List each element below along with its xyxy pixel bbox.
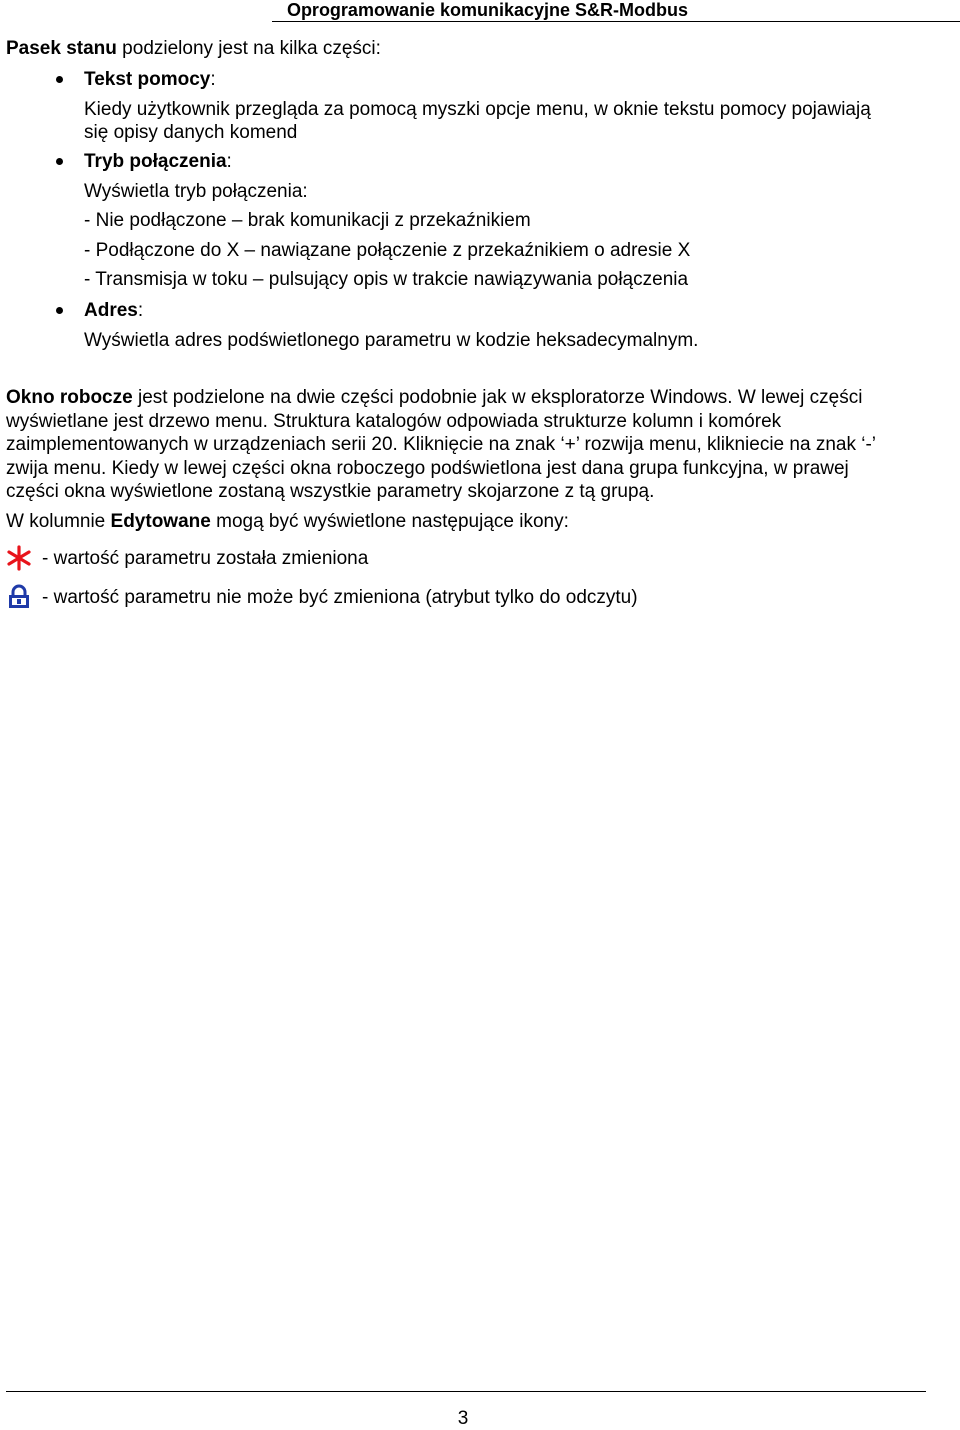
lock-icon	[6, 584, 32, 610]
work-window-line: części okna wyświetlone zostaną wszystkie parametry skojarzone z tą grupą.	[6, 481, 655, 502]
connection-mode-line: - Nie podłączone – brak komunikacji z przekaźnikiem	[84, 210, 531, 231]
edit-column-bold: Edytowane	[110, 511, 211, 532]
icon-legend-readonly	[6, 584, 766, 614]
connection-mode-line: Wyświetla tryb połączenia:	[84, 181, 308, 202]
bullet-label-bold: Tekst pomocy	[84, 69, 211, 90]
bullet-label-rest: :	[210, 69, 216, 90]
edit-column-suffix: mogą być wyświetlone następujące ikony:	[210, 511, 569, 532]
icon-legend-changed	[6, 545, 606, 575]
help-text-line: się opisy danych komend	[84, 122, 298, 143]
bullet-label	[84, 150, 232, 174]
page-number: 3	[457, 1408, 469, 1429]
bullet-label-bold: Adres	[84, 300, 138, 321]
work-window-bold: Okno robocze	[6, 387, 133, 408]
bullet-dot	[56, 76, 63, 83]
address-line: Wyświetla adres podświetlonego parametru w kodzie heksadecymalnym.	[84, 330, 699, 351]
status-bar-intro-rest: podzielony jest na kilka części:	[116, 38, 381, 59]
header-title: Oprogramowanie komunikacyjne S&R-Modbus	[286, 0, 688, 20]
work-window-line: zaimplementowanych w urządzeniach serii 20. Kliknięcie na znak ‘+’ rozwija menu, klikniecie na znak ‘-’	[6, 434, 877, 455]
header-rule	[272, 21, 960, 22]
work-window-line: wyświetlane jest drzewo menu. Struktura katalogów odpowiada strukturze kolumn i komórek	[6, 410, 782, 432]
work-window-paragraph	[6, 386, 954, 504]
icon-legend-text: - wartość parametru nie może być zmieniona (atrybut tylko do odczytu)	[42, 587, 638, 608]
work-window-text: jest podzielone na dwie części podobnie jak w eksploratorze Windows. W lewej części	[132, 387, 863, 408]
icon-legend-text: - wartość parametru została zmieniona	[42, 548, 369, 569]
work-window-line	[6, 386, 954, 410]
asterisk-icon	[6, 545, 32, 571]
bullet-dot	[56, 158, 63, 165]
bullet-dot	[56, 307, 63, 314]
bullet-label	[84, 68, 216, 92]
connection-mode-line: - Podłączone do X – nawiązane połączenie z przekaźnikiem o adresie X	[84, 240, 691, 261]
help-text-line: Kiedy użytkownik przegląda za pomocą myszki opcje menu, w oknie tekstu pomocy pojawiają	[84, 99, 871, 120]
status-bar-intro	[6, 37, 954, 61]
edit-column-prefix: W kolumnie	[6, 511, 111, 532]
bullet-label	[84, 299, 143, 323]
bullet-label-rest: :	[137, 300, 144, 321]
footer-rule	[6, 1391, 926, 1392]
edit-column-intro	[6, 510, 954, 534]
status-bar-intro-bold: Pasek stanu	[6, 38, 117, 59]
bullet-label-bold: Tryb połączenia	[84, 151, 227, 172]
connection-mode-line: - Transmisja w toku – pulsujący opis w trakcie nawiązywania połączenia	[84, 269, 689, 290]
bullet-label-rest: :	[226, 151, 232, 172]
work-window-line: zwija menu. Kiedy w lewej części okna roboczego podświetlona jest dana grupa funkcyjna, w prawej	[6, 457, 849, 479]
